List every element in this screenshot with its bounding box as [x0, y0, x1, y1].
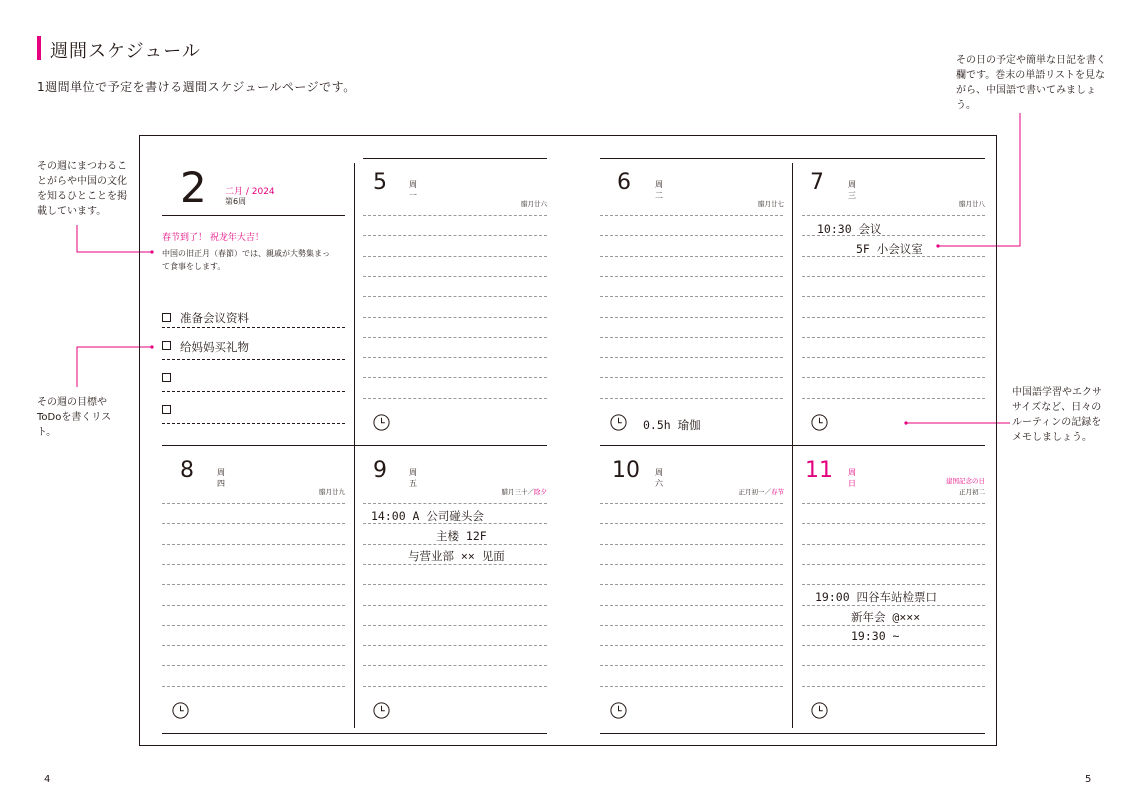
day-of-week: 周一	[409, 180, 417, 200]
clock-icon	[610, 414, 627, 431]
writing-line	[802, 337, 985, 338]
writing-line	[802, 215, 985, 216]
day-number: 5	[373, 170, 387, 195]
clock-icon	[373, 702, 390, 719]
writing-line	[802, 357, 985, 358]
writing-line	[802, 584, 985, 585]
writing-line	[363, 337, 547, 338]
clock-icon	[172, 702, 189, 719]
week-culture-text: 中国の旧正月（春節）では、親戚が大勢集まって食事をします。	[162, 249, 330, 271]
fri-entry: 与营业部 ×× 见面	[408, 549, 505, 563]
lunar-date: 正月初二	[959, 488, 985, 496]
writing-line	[600, 523, 783, 524]
todo-rule	[162, 423, 345, 424]
day-number: 11	[805, 458, 833, 483]
writing-line	[600, 665, 783, 666]
writing-line	[802, 296, 985, 297]
writing-line	[600, 256, 783, 257]
writing-line	[802, 317, 985, 318]
day-number: 10	[612, 458, 640, 483]
bottom-rule-right	[600, 733, 985, 734]
writing-line	[600, 625, 783, 626]
checkbox-icon[interactable]	[162, 373, 171, 382]
writing-line	[363, 256, 547, 257]
day-of-week: 周二	[655, 180, 663, 200]
writing-line	[363, 235, 547, 236]
sun-entry: 19:00 四谷车站检票口	[815, 590, 938, 604]
writing-line	[600, 686, 783, 687]
clock-icon	[373, 414, 390, 431]
divider-left	[354, 163, 355, 728]
sun-entry: 新年会 @×××	[851, 610, 921, 624]
checkbox-icon[interactable]	[162, 341, 171, 350]
day-of-week: 周四	[217, 468, 225, 488]
lunar-date	[694, 487, 784, 496]
holiday-label: 建国記念の日	[946, 477, 985, 485]
checkbox-icon[interactable]	[162, 313, 171, 322]
sun-entry: 19:30 ~	[851, 629, 900, 643]
week-month-number: 2	[180, 163, 207, 212]
lunar-festival: 春节	[771, 488, 784, 496]
writing-line	[802, 564, 985, 565]
writing-line	[162, 544, 345, 545]
fri-entry: 主楼 12F	[436, 529, 487, 543]
page-title: 週間スケジュール	[50, 41, 201, 62]
writing-line	[363, 584, 547, 585]
writing-line	[363, 503, 547, 504]
todo-rule	[162, 391, 345, 392]
writing-line	[162, 503, 345, 504]
tue-routine: 0.5h 瑜伽	[643, 418, 701, 432]
bottom-rule-left	[162, 733, 547, 734]
lunar-date: 腊月廿六	[521, 200, 547, 208]
writing-line	[600, 398, 783, 399]
writing-line	[162, 564, 345, 565]
writing-line	[363, 645, 547, 646]
writing-line	[162, 686, 345, 687]
fri-entry: 14:00 A 公司碰头会	[371, 509, 484, 523]
writing-line	[600, 357, 783, 358]
day-number: 9	[373, 458, 387, 483]
writing-line	[162, 625, 345, 626]
writing-line	[802, 503, 985, 504]
writing-line	[363, 357, 547, 358]
week-month-label: 二月 / 2024	[225, 187, 275, 197]
writing-line	[363, 296, 547, 297]
lunar-date: 腊月廿九	[319, 488, 345, 496]
day-number: 8	[180, 458, 194, 483]
writing-line	[802, 665, 985, 666]
lunar-date-text: 正月初一／	[738, 488, 771, 496]
day-of-week: 周五	[409, 468, 417, 488]
writing-line	[600, 564, 783, 565]
writing-line	[802, 544, 985, 545]
week-greeting: 春节到了！ 祝龙年大吉！	[162, 233, 264, 243]
day-number: 6	[617, 170, 631, 195]
writing-line	[162, 584, 345, 585]
writing-line	[363, 398, 547, 399]
clock-icon	[811, 702, 828, 719]
page-subtitle: 1週間単位で予定を書ける週間スケジュールページです。	[37, 80, 356, 94]
wed-entry: 5F 小会议室	[856, 242, 923, 256]
writing-line	[600, 503, 783, 504]
writing-line	[363, 564, 547, 565]
clock-icon	[610, 702, 627, 719]
page-number-right: 5	[1085, 774, 1092, 785]
lunar-date	[457, 487, 547, 496]
wed-entry: 10:30 会议	[817, 222, 882, 236]
todo-text: 准备会议资料	[180, 311, 249, 325]
writing-line	[363, 665, 547, 666]
lunar-date-text: 腊月三十／	[501, 488, 534, 496]
day-of-week: 周三	[848, 180, 856, 200]
week-number-label: 第6周	[225, 197, 247, 206]
divider-right	[792, 163, 793, 728]
writing-line	[600, 215, 783, 216]
lunar-festival: 除夕	[534, 488, 547, 496]
writing-line	[363, 605, 547, 606]
writing-line	[802, 686, 985, 687]
writing-line	[363, 215, 547, 216]
page-number-left: 4	[44, 774, 51, 785]
writing-line	[802, 523, 985, 524]
lunar-date: 腊月廿八	[959, 200, 985, 208]
checkbox-icon[interactable]	[162, 405, 171, 414]
writing-line	[363, 276, 547, 277]
writing-line	[600, 605, 783, 606]
writing-line	[162, 605, 345, 606]
top-rule-mon	[363, 158, 547, 159]
writing-line	[600, 317, 783, 318]
day-of-week: 周日	[848, 468, 856, 488]
writing-line	[363, 686, 547, 687]
writing-line	[363, 625, 547, 626]
lunar-date: 腊月廿七	[758, 200, 784, 208]
todo-rule	[162, 359, 345, 360]
writing-line	[600, 645, 783, 646]
writing-line	[600, 296, 783, 297]
week-header-rule	[162, 215, 345, 216]
day-number: 7	[810, 170, 824, 195]
writing-line	[802, 398, 985, 399]
writing-line	[600, 276, 783, 277]
note-culture: その週にまつわることがらや中国の文化を知るひとことを掲載しています。	[37, 161, 127, 217]
writing-line	[600, 235, 783, 236]
note-todo: その週の目標やToDoを書くリスト。	[37, 397, 112, 438]
writing-line	[802, 377, 985, 378]
writing-line	[600, 584, 783, 585]
todo-text: 给妈妈买礼物	[180, 340, 249, 354]
writing-line	[162, 665, 345, 666]
writing-line	[600, 337, 783, 338]
writing-line	[363, 377, 547, 378]
writing-line	[162, 523, 345, 524]
note-diary: その日の予定や簡単な日記を書く欄です。巻末の単語リストを見ながら、中国語で書いてみましょう。	[956, 55, 1106, 111]
note-routine: 中国語学習やエクササイズなど、日々のルーティンの記録をメモしましょう。	[1012, 387, 1102, 443]
writing-line	[162, 645, 345, 646]
writing-line	[600, 377, 783, 378]
clock-icon	[811, 414, 828, 431]
writing-line	[600, 544, 783, 545]
day-of-week: 周六	[655, 468, 663, 488]
writing-line	[802, 276, 985, 277]
todo-rule	[162, 327, 345, 328]
writing-line	[802, 645, 985, 646]
writing-line	[363, 317, 547, 318]
top-rule-right	[600, 158, 985, 159]
